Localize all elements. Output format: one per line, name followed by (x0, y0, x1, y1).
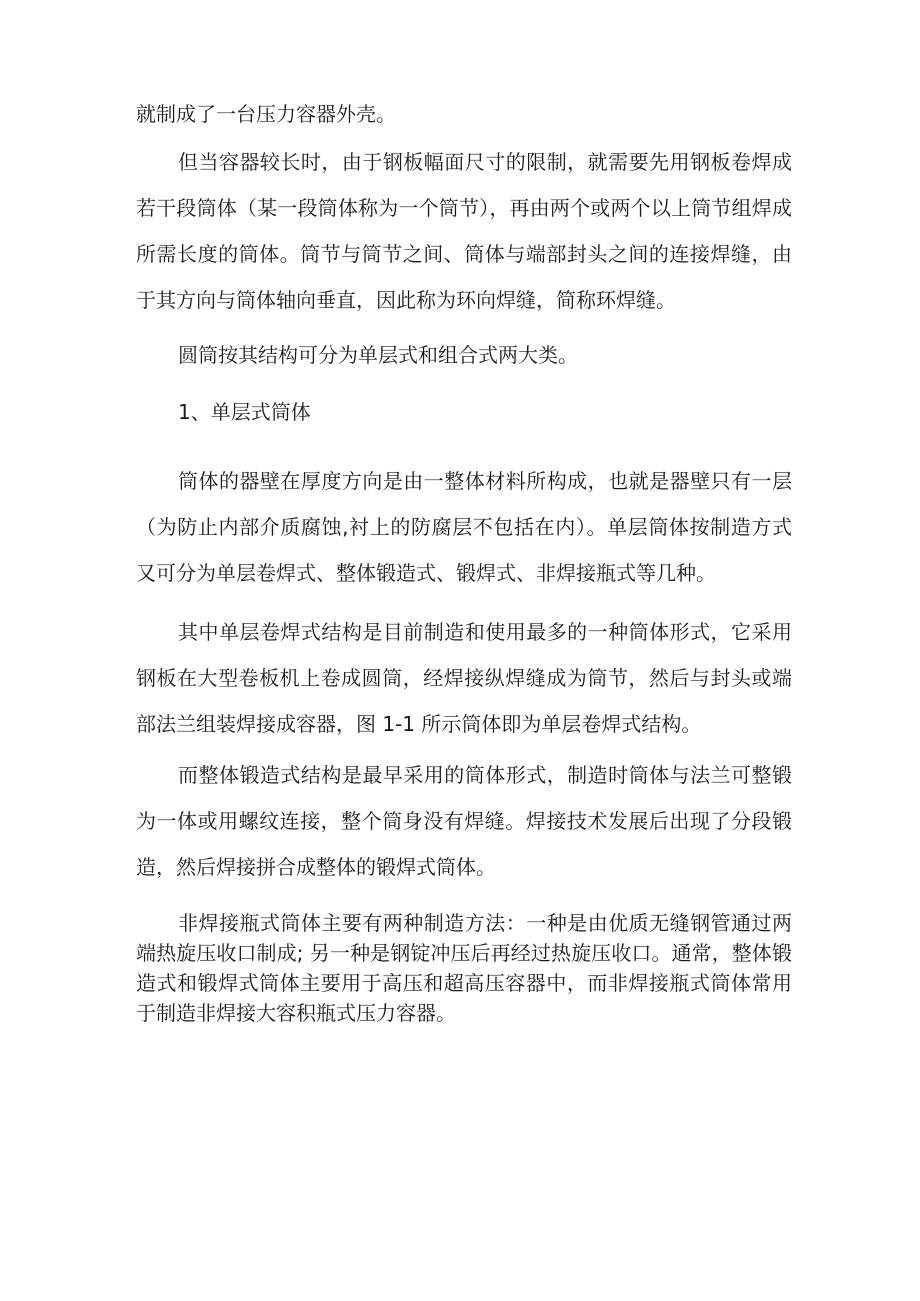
section-heading-single-layer: 1、单层式筒体 (178, 400, 311, 424)
paragraph-non-welded-bottle: 非焊接瓶式筒体主要有两种制造方法：一种是由优质无缝钢管通过两端热旋压收口制成; 另一种是钢锭冲压后再经过热旋压收口。通常，整体锻造式和锻焊式筒体主要用于高压和超高压容器中，而非焊接瓶式筒体常用于制造非焊接大容积瓶式压力容器。 (136, 911, 792, 1025)
paragraph-cylinder-classification: 圆筒按其结构可分为单层式和组合式两大类。 (178, 343, 578, 367)
paragraph-circumferential-weld: 但当容器较长时，由于钢板幅面尺寸的限制，就需要先用钢板卷焊成若干段筒体（某一段筒体称为一个筒节），再由两个或两个以上筒节组焊成所需长度的筒体。筒节与筒节之间、筒体与端部封头之间的连接焊缝，由于其方向与筒体轴向垂直，因此称为环向焊缝，简称环焊缝。 (136, 150, 792, 312)
paragraph-single-layer-definition: 筒体的器壁在厚度方向是由一整体材料所构成，也就是器壁只有一层（为防止内部介质腐蚀,衬上的防腐层不包括在内）。单层筒体按制造方式又可分为单层卷焊式、整体锻造式、锻焊式、非焊接瓶式等几种。 (136, 469, 792, 585)
paragraph-continuation: 就制成了一台压力容器外壳。 (136, 102, 396, 126)
paragraph-forged: 而整体锻造式结构是最早采用的筒体形式，制造时筒体与法兰可整锻为一体或用螺纹连接，整个筒身没有焊缝。焊接技术发展后出现了分段锻造，然后焊接拼合成整体的锻焊式筒体。 (136, 763, 792, 879)
paragraph-rolled-welded: 其中单层卷焊式结构是目前制造和使用最多的一种筒体形式，它采用钢板在大型卷板机上卷成圆筒，经焊接纵焊缝成为筒节，然后与封头或端部法兰组装焊接成容器，图 1-1 所示筒体即为单层卷焊式结构。 (136, 620, 792, 736)
